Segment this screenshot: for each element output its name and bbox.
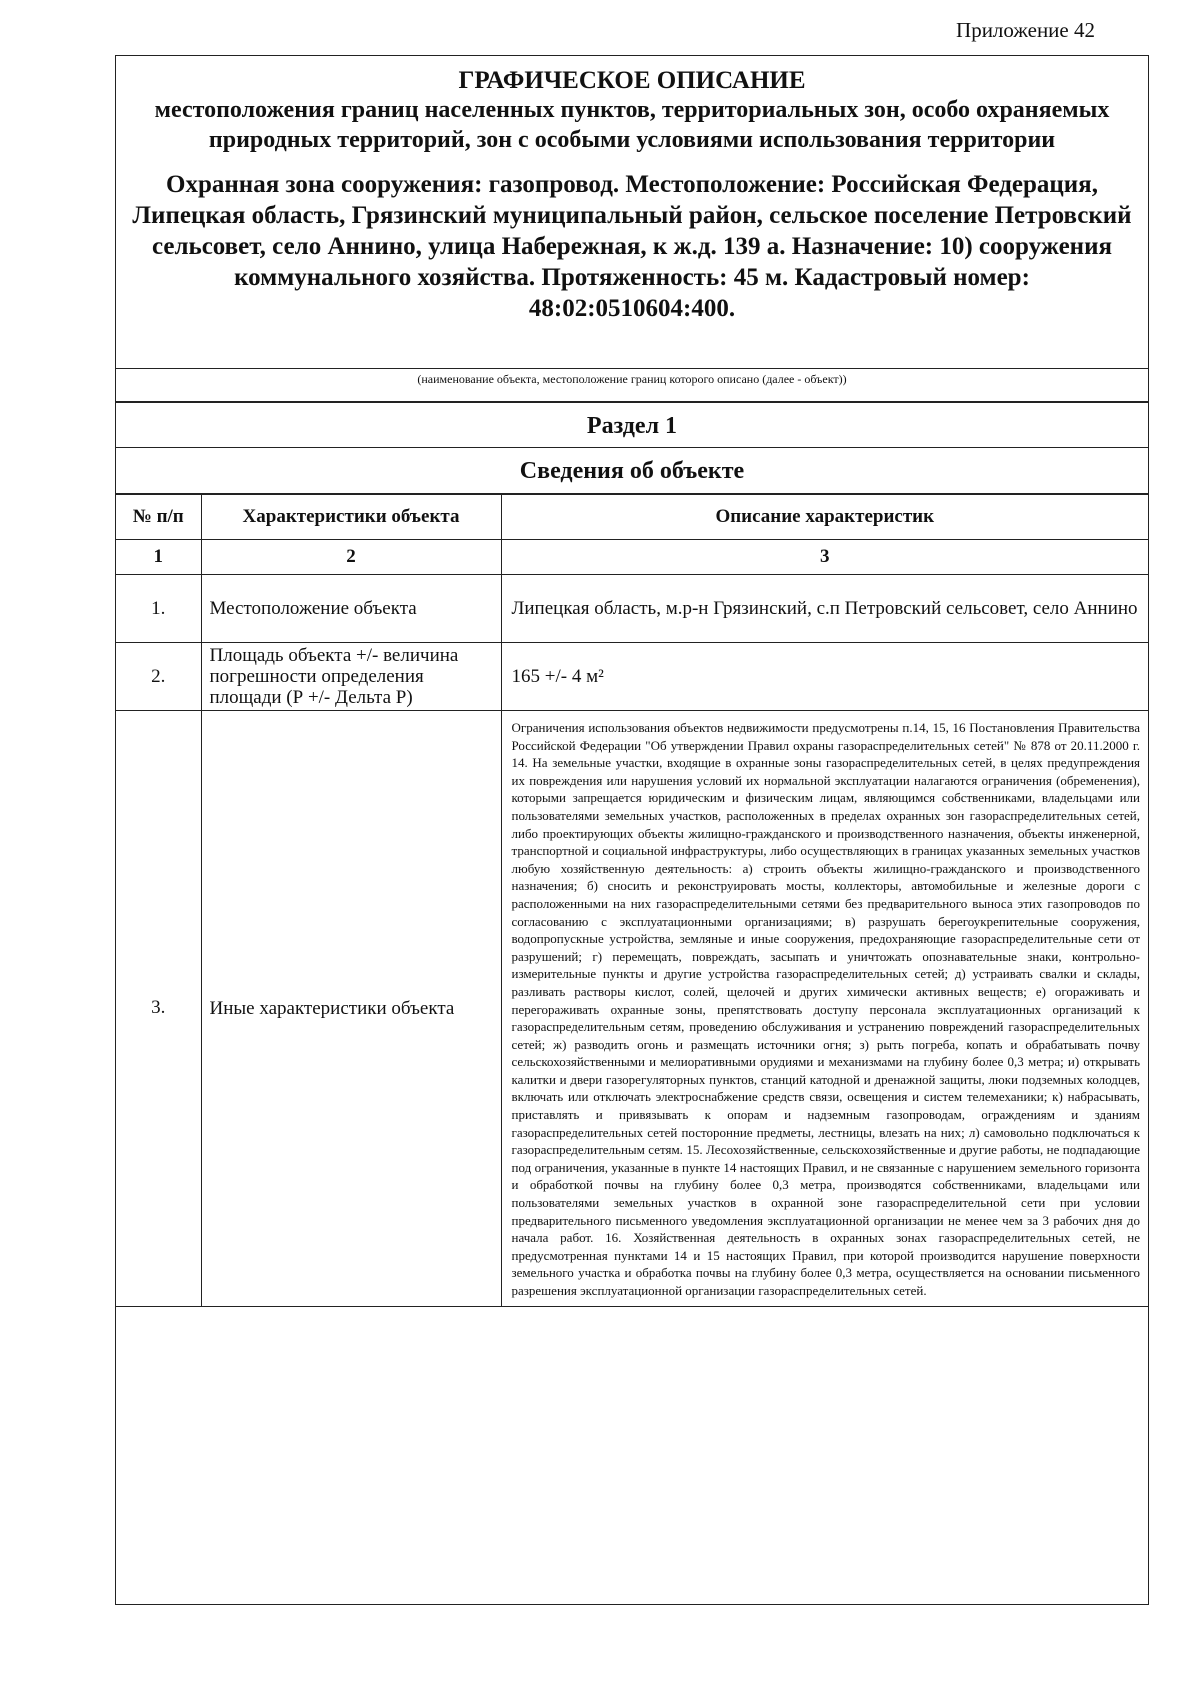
row-number: 3.: [116, 711, 201, 1307]
document-header: [116, 56, 1148, 368]
table-row: [116, 711, 1148, 1307]
document-title: ГРАФИЧЕСКОЕ ОПИСАНИЕ: [458, 67, 806, 94]
row-value-restrictions: Ограничения использования объектов недвижимости предусмотрены п.14, 15, 16 Постановления Правительства Российской Федерации "Об утверждении Правил охраны газораспределительных сетей" № 878 от 20.11.2000 г. 14. На земельные участки, входящие в охранные зоны газораспределительных сетей, в целях предупреждения их повреждения или нарушения условий их нормальной эксплуатации налагаются ограничения (обременения), которыми запрещается юридическим и физическим лицам, являющимся собственниками, владельцами или пользователями земельных участков, расположенных в пределах охранных зон газораспределительных сетей, либо проектирующих объекты жилищно-гражданского и производственного назначения, объекты инженерной, транспортной и социальной инфраструктуры, либо осуществляющих в границах указанных земельных участков любую хозяйственную деятельность: а) строить объекты жилищно-гражданского и производственного назначения; б) сносить и реконструировать мосты, коллекторы, автомобильные и железные дороги с расположенными на них газораспределительными сетями без предварительного выноса этих газопроводов по согласованию с эксплуатационными организациями; в) разрушать берегоукрепительные сооружения, водопропускные устройства, земляные и иные сооружения, предохраняющие газораспределительные сети от разрушений; г) перемещать, повреждать, засыпать и уничтожать опознавательные знаки, контрольно-измерительные пункты и другие устройства газораспределительных сетей; д) устраивать свалки и склады, разливать растворы кислот, солей, щелочей и других химически активных веществ; е) огораживать и перегораживать охранные зоны, препятствовать доступу персонала эксплуатационных организаций к газораспределительным сетям, проведению обслуживания и устранению повреждений газораспределительных сетей; ж) разводить огонь и размещать источники огня; з) рыть погреба, копать и обрабатывать почву сельскохозяйственными и мелиоративными орудиями и механизмами на глубину более 0,3 метра; и) открывать калитки и двери газорегуляторных пунктов, станций катодной и дренажной защиты, люки подземных колодцев, включать или отключать электроснабжение средств связи, освещения и систем телемеханики; к) набрасывать, приставлять и привязывать к опорам и надземным газопроводам, ограждениям и зданиям газораспределительных сетей посторонние предметы, лестницы, влезать на них; л) самовольно подключаться к газораспределительным сетям. 15. Лесохозяйственные, сельскохозяйственные и другие работы, не подпадающие под ограничения, указанные в пункте 14 настоящих Правил, и не связанные с нарушением земельного горизонта и обработкой почвы на глубину более 0,3 метра, производятся собственниками, владельцами или пользователями земельных участков в охранной зоне газораспределительной сети при условии предварительного письменного уведомления эксплуатационной организации не менее чем за 3 рабочих дня до начала работ. 16. Хозяйственная деятельность в охранных зонах газораспределительных сетей, не предусмотренная пунктами 14 и 15 настоящих Правил, при которой производится нарушение поверхности земельного участка и обработка почвы на глубину более 0,3 метра, осуществляется на основании письменного разрешения эксплуатационной организации газораспределительных сетей.: [501, 711, 1148, 1307]
document-subtitle: местоположения границ населенных пунктов, территориальных зон, особо охраняемых природных территорий, зон с особыми условиями использования территории: [154, 97, 1110, 153]
column-number: 2: [201, 540, 501, 575]
section-heading: Раздел 1: [116, 402, 1148, 448]
column-number: 3: [501, 540, 1148, 575]
characteristics-table: [116, 494, 1148, 1307]
row-label: Местоположение объекта: [201, 575, 501, 643]
header-cell-number: № п/п: [116, 495, 201, 540]
row-value: 165 +/- 4 м²: [501, 643, 1148, 711]
row-number: 1.: [116, 575, 201, 643]
table-header-row: [116, 495, 1148, 540]
table-row: [116, 643, 1148, 711]
section-title: Сведения об объекте: [116, 448, 1148, 494]
column-number: 1: [116, 540, 201, 575]
row-number: 2.: [116, 643, 201, 711]
row-value: Липецкая область, м.р-н Грязинский, с.п Петровский сельсовет, село Аннино: [501, 575, 1148, 643]
header-cell-description: Описание характеристик: [501, 495, 1148, 540]
header-cell-characteristic: Характеристики объекта: [201, 495, 501, 540]
row-label: Иные характеристики объекта: [201, 711, 501, 1307]
object-name: Охранная зона сооружения: газопровод. Местоположение: Российская Федерация, Липецкая область, Грязинский муниципальный район, сельское поселение Петровский сельсовет, село Аннино, улица Набережная, к ж.д. 139 а. Назначение: 10) сооружения коммунального хозяйства. Протяженность: 45 м. Кадастровый номер: 48:02:0510604:400.: [132, 171, 1132, 322]
document-frame: [115, 55, 1149, 1605]
column-number-row: [116, 540, 1148, 575]
appendix-label: Приложение 42: [956, 18, 1095, 42]
object-caption: (наименование объекта, местоположение границ которого описано (далее - объект)): [116, 368, 1148, 402]
table-row: [116, 575, 1148, 643]
row-label: Площадь объекта +/- величина погрешности определения площади (Р +/- Дельта Р): [201, 643, 501, 711]
